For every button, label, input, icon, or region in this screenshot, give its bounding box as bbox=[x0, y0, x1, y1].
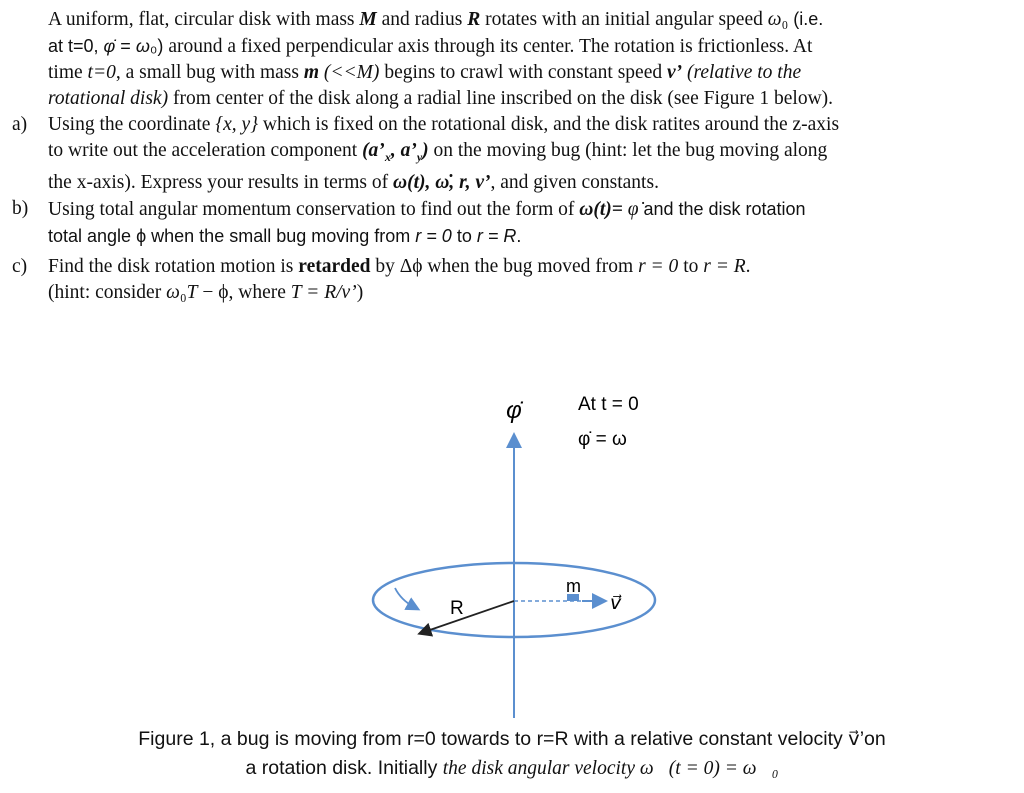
question-b-label: b) bbox=[12, 198, 29, 219]
rotation-direction-arrow bbox=[395, 588, 414, 607]
question-a-label: a) bbox=[12, 114, 28, 135]
axis-label: φ̇ bbox=[506, 397, 522, 424]
question-a-line-3: the x-axis). Express your results in terms of ω(t), ω̇, r, v’, and given constants. bbox=[48, 171, 659, 193]
question-b-line-2: total angle ϕ when the small bug moving from r = 0 to r = R. bbox=[48, 226, 522, 246]
question-c-line-2: (hint: consider ω₀T − ϕ, where T = R/v’) bbox=[48, 282, 364, 303]
question-c-label: c) bbox=[12, 256, 28, 277]
question-a-line-2: to write out the acceleration component ($a’_x$, $a’_y$) on the moving bug (hint: let the bug moving along bbox=[48, 140, 828, 164]
intro-line-3: time t=0, a small bug with mass m (<<M) begins to crawl with constant speed v’ (relative to the bbox=[48, 62, 802, 83]
radius-label: R bbox=[450, 598, 464, 619]
question-a-line-1: Using the coordinate {x, y} which is fixed on the rotational disk, and the disk ratites around the z-axis bbox=[48, 114, 840, 135]
note-line-1: At t = 0 bbox=[578, 394, 639, 415]
question-c-line-1: Find the disk rotation motion is retarded by Δϕ when the bug moved from r = 0 to r = R. bbox=[48, 256, 751, 277]
intro-line-1: A uniform, flat, circular disk with mass M and radius R rotates with an initial angular speed ω₀ (i.e. bbox=[48, 9, 824, 30]
figure-caption-line-1: Figure 1, a bug is moving from r=0 towards to r=R with a relative constant velocity v⃗’on bbox=[138, 728, 886, 750]
radius-arrow bbox=[424, 601, 514, 632]
intro-line-4: rotational disk) from center of the disk along a radial line inscribed on the disk (see Figure 1 below). bbox=[48, 88, 834, 109]
note-line-2: φ̇ = ω bbox=[578, 429, 627, 450]
figure-caption-line-2: a rotation disk. Initially the disk angular velocity ω⃗(t = 0) = ω⃗₀ bbox=[245, 757, 779, 779]
question-b-line-1: Using total angular momentum conservation to find out the form of ω(t)= φ̇ and the disk rotation bbox=[48, 199, 806, 220]
intro-line-2: at t=0, φ̇ = ω₀) around a fixed perpendicular axis through its center. The rotation is frictionless. At bbox=[48, 36, 813, 57]
mass-label: m bbox=[566, 576, 581, 596]
velocity-label: v⃗ bbox=[610, 593, 622, 614]
